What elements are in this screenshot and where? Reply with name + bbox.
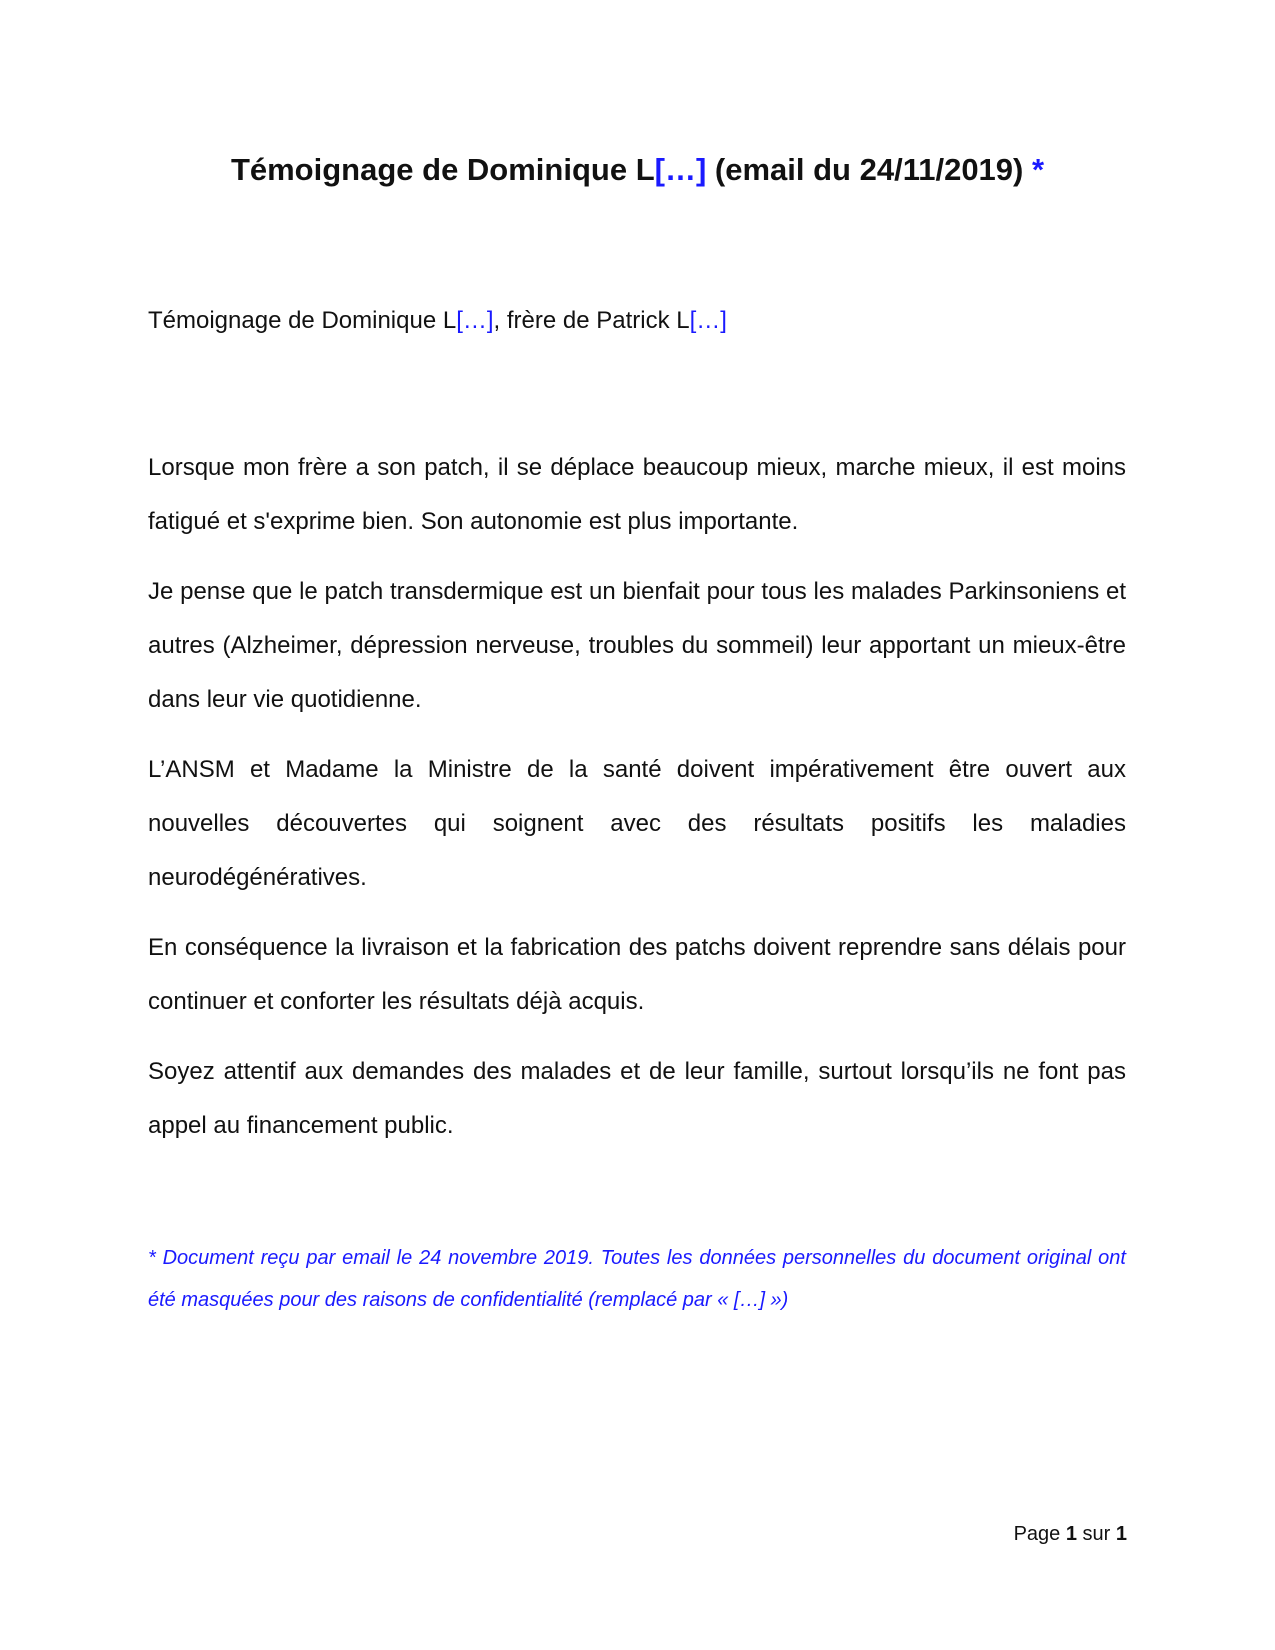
body-paragraph: En conséquence la livraison et la fabrication des patchs doivent reprendre sans délais pour continuer et conforter les résultats déjà acquis. — [148, 934, 1126, 1015]
title-prefix: Témoignage de Dominique L — [230, 152, 655, 187]
footnote: * Document reçu par email le 24 novembre 2019. Toutes les données personnelles du document original ont été masquées pour des raisons de confidentialité (remplacé par « […] ») — [148, 1247, 1126, 1311]
body-paragraph: L’ANSM et Madame la Ministre de la santé doivent impérativement être ouvert aux nouvelles découvertes qui soignent avec des résultats positifs les maladies neurodégénératives. — [148, 756, 1126, 891]
page-footer — [1014, 1520, 1127, 1548]
page-title — [0, 148, 1275, 192]
page-label: Page — [1013, 1523, 1066, 1545]
subtitle-part-1: Témoignage de Dominique L — [148, 307, 457, 334]
body-paragraph: Lorsque mon frère a son patch, il se déplace beaucoup mieux, marche mieux, il est moins fatigué et s'exprime bien. Son autonomie est plus importante. — [148, 454, 1126, 535]
body-paragraph: Je pense que le patch transdermique est un bienfait pour tous les malades Parkinsoniens et autres (Alzheimer, dépression nerveuse, troubles du sommeil) leur apportant un mieux-être dans leur vie quotidienne. — [148, 578, 1126, 713]
document-body — [148, 441, 1126, 1169]
page-total: 1 — [1115, 1523, 1127, 1545]
document-subtitle — [148, 303, 1128, 339]
page-separator: sur — [1076, 1523, 1116, 1545]
title-footnote-asterisk: * — [1031, 152, 1045, 187]
page-number: 1 — [1065, 1523, 1077, 1545]
title-redacted-marker: […] — [654, 152, 707, 187]
subtitle-redacted-marker-2: […] — [689, 307, 727, 334]
subtitle-redacted-marker-1: […] — [456, 307, 494, 334]
title-suffix: (email du 24/11/2019) — [706, 152, 1032, 187]
subtitle-part-2: , frère de Patrick L — [493, 307, 690, 334]
body-paragraph: Soyez attentif aux demandes des malades et de leur famille, surtout lorsqu’ils ne font pas appel au financement public. — [148, 1058, 1126, 1139]
